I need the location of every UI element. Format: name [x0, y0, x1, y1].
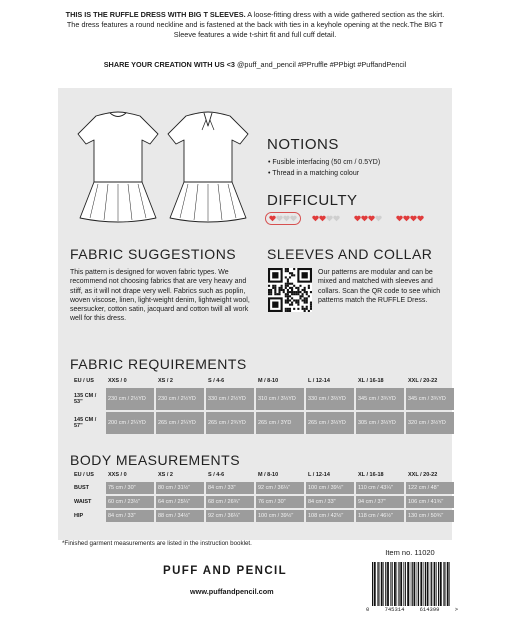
heart-icon — [375, 215, 382, 222]
row-label: 135 CM / 53" — [74, 393, 97, 405]
cell: 108 cm / 42½" — [306, 510, 354, 522]
col-header: M / 8-10 — [258, 378, 279, 384]
notions-item: • Thread in a matching colour — [268, 168, 380, 179]
cell: 345 cm / 3¾YD — [406, 388, 454, 410]
barcode-digit: 745314 — [384, 606, 405, 613]
col-header: XL / 16-18 — [358, 378, 384, 384]
fabric-title: FABRIC SUGGESTIONS — [70, 246, 237, 262]
cell: 100 cm / 39½" — [306, 482, 354, 494]
heart-icon — [396, 215, 403, 222]
row-label: BUST — [74, 485, 89, 491]
qr-code[interactable] — [268, 268, 312, 312]
intro-text — [62, 10, 448, 40]
cell: 320 cm / 3½YD — [406, 412, 454, 434]
intro-body: A loose-fitting dress with a wide gathered section as the skirt. The dress features a round neckline and is fastened at the back with ties in a keyhole opening at the neck.The BIG T Sleeve features a wide t-shirt fit and full cuff detail. — [66, 10, 445, 39]
heart-icon — [417, 215, 424, 222]
table-row — [72, 412, 454, 434]
notions-list — [268, 157, 380, 179]
cell: 100 cm / 39½" — [256, 510, 304, 522]
difficulty-level — [265, 212, 301, 225]
sleeves-text: Our patterns are modular and can be mixed and matched with sleeves and collars. Scan the QR code to see which patterns match the RUFFLE Dress. — [318, 269, 441, 304]
heart-icon — [403, 215, 410, 222]
cell: 265 cm / 3⅓YD — [306, 412, 354, 434]
share-tags: @puff_and_pencil #PPruffle #PPbigt #PuffandPencil — [234, 60, 407, 69]
table-row — [72, 496, 454, 508]
col-header: S / 4-6 — [208, 378, 225, 384]
cell: 310 cm / 3⅓YD — [256, 388, 304, 410]
cell: 305 cm / 3⅓YD — [356, 412, 404, 434]
col-header: L / 12-14 — [308, 472, 330, 478]
heart-icon — [290, 215, 297, 222]
cell: 130 cm / 50¾" — [406, 510, 454, 522]
cell: 92 cm / 36¼" — [206, 510, 254, 522]
cell: 80 cm / 31½" — [156, 482, 204, 494]
barcode-digits — [366, 606, 458, 613]
col-header: XXL / 20-22 — [408, 472, 438, 478]
item-number: Item no. 11020 — [370, 547, 450, 559]
difficulty-level — [393, 213, 427, 224]
cell: 330 cm / 3⅔YD — [306, 388, 354, 410]
heart-icon — [269, 215, 276, 222]
fabric-requirements-table — [70, 374, 456, 436]
cell: 230 cm / 2½YD — [106, 388, 154, 410]
col-header: L / 12-14 — [308, 378, 330, 384]
notions-item: • Fusible interfacing (50 cm / 0.5YD) — [268, 157, 380, 168]
cell: 60 cm / 23½" — [106, 496, 154, 508]
share-line — [50, 60, 460, 69]
col-header: XXS / 0 — [108, 378, 127, 384]
cell: 106 cm / 41¾" — [406, 496, 454, 508]
cell: 265 cm / 3YD — [256, 412, 304, 434]
heart-icon — [283, 215, 290, 222]
heart-icon — [361, 215, 368, 222]
cell: 76 cm / 30" — [256, 496, 304, 508]
website-link[interactable]: www.puffandpencil.com — [190, 587, 274, 596]
col-header: EU / US — [74, 472, 94, 478]
cell: 84 cm / 33" — [306, 496, 354, 508]
cell: 75 cm / 30" — [106, 482, 154, 494]
barcode-digit: 614399 — [419, 606, 440, 613]
col-header: XS / 2 — [158, 378, 173, 384]
col-header: M / 8-10 — [258, 472, 279, 478]
col-header: XXS / 0 — [108, 472, 127, 478]
cell: 68 cm / 26¾" — [206, 496, 254, 508]
cell: 64 cm / 25¼" — [156, 496, 204, 508]
difficulty-level — [351, 213, 385, 224]
footnote: *Finished garment measurements are listed in the instruction booklet. — [62, 540, 252, 547]
heart-icon — [368, 215, 375, 222]
dress-illustration — [70, 110, 255, 225]
body-measurements-title: BODY MEASUREMENTS — [70, 452, 241, 468]
cell: 88 cm / 34½" — [156, 510, 204, 522]
share-bold: SHARE YOUR CREATION WITH US <3 — [103, 60, 235, 69]
cell: 84 cm / 33" — [206, 482, 254, 494]
row-label: HIP — [74, 513, 84, 519]
col-header: S / 4-6 — [208, 472, 225, 478]
body-measurements-table — [70, 468, 456, 524]
barcode-digit: 0 — [366, 606, 370, 613]
difficulty-scale — [265, 212, 427, 225]
table-row — [72, 510, 454, 522]
brand-name: PUFF AND PENCIL — [163, 565, 288, 577]
heart-icon — [312, 215, 319, 222]
cell: 265 cm / 2¼YD — [156, 412, 204, 434]
heart-icon — [354, 215, 361, 222]
heart-icon — [410, 215, 417, 222]
intro-bold: THIS IS THE RUFFLE DRESS WITH BIG T SLEEVES. — [65, 10, 246, 19]
difficulty-level — [309, 213, 343, 224]
col-header: XS / 2 — [158, 472, 173, 478]
cell: 200 cm / 2¼YD — [106, 412, 154, 434]
cell: 110 cm / 43¼" — [356, 482, 404, 494]
cell: 94 cm / 37" — [356, 496, 404, 508]
table-row — [72, 482, 454, 494]
heart-icon — [326, 215, 333, 222]
col-header: EU / US — [74, 378, 94, 384]
fabric-requirements-title: FABRIC REQUIREMENTS — [70, 356, 247, 372]
cell: 118 cm / 46½" — [356, 510, 404, 522]
cell: 345 cm / 3¾YD — [356, 388, 404, 410]
heart-icon — [319, 215, 326, 222]
col-header: XXL / 20-22 — [408, 378, 438, 384]
cell: 84 cm / 33" — [106, 510, 154, 522]
difficulty-title: DIFFICULTY — [267, 192, 358, 209]
heart-icon — [333, 215, 340, 222]
cell: 122 cm / 48" — [406, 482, 454, 494]
cell: 265 cm / 2¾YD — [206, 412, 254, 434]
fabric-text: This pattern is designed for woven fabric types. We recommend not choosing fabrics that are very heavy and stiff, as it will not drape very well. Fabrics such as poplin, woven viscose, linen, light-weight denim, lightweight wool, seersucker, cotton satin, jacquard and cotton twill all work well for this dress. — [70, 269, 250, 323]
notions-title: NOTIONS — [267, 136, 339, 153]
col-header: XL / 16-18 — [358, 472, 384, 478]
table-row — [72, 388, 454, 410]
row-label: 145 CM / 57" — [74, 417, 97, 429]
row-label: WAIST — [74, 499, 92, 505]
barcode-digit: > — [454, 606, 458, 613]
cell: 230 cm / 2½YD — [156, 388, 204, 410]
cell: 330 cm / 2½YD — [206, 388, 254, 410]
cell: 92 cm / 36¼" — [256, 482, 304, 494]
barcode — [370, 560, 452, 610]
heart-icon — [276, 215, 283, 222]
sleeves-title: SLEEVES AND COLLAR — [267, 246, 433, 262]
